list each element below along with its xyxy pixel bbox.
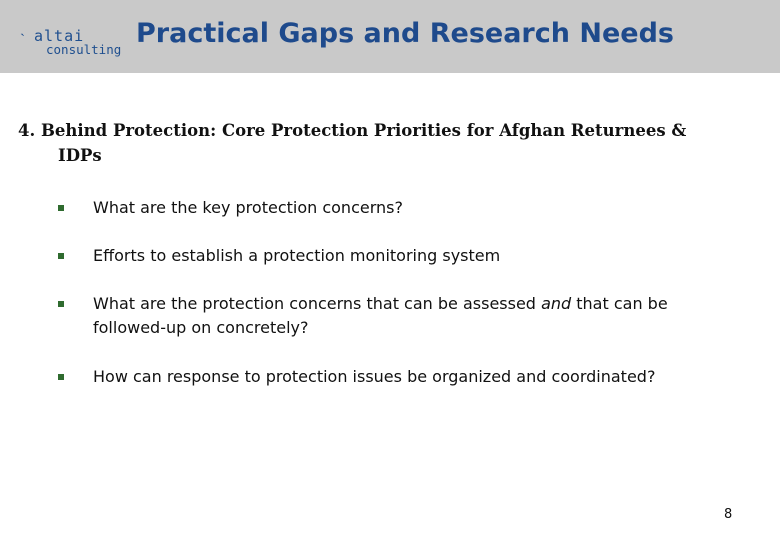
bullet-text-part: that can be xyxy=(576,294,668,313)
bullet-text: How can response to protection issues be organized and coordinated? xyxy=(93,367,656,386)
bullet-text-part: What are the protection concerns that can be assessed xyxy=(93,294,536,313)
bullet-item xyxy=(58,292,748,340)
page-number: 8 xyxy=(724,507,733,522)
square-bullet-icon xyxy=(58,301,64,307)
square-bullet-icon xyxy=(58,253,64,259)
square-bullet-icon xyxy=(58,374,64,380)
bullet-item xyxy=(58,244,748,268)
logo-text-altai: altai xyxy=(34,27,85,45)
square-bullet-icon xyxy=(58,205,64,211)
altai-consulting-logo xyxy=(16,24,126,60)
slide-header xyxy=(0,0,780,73)
bullet-text: Efforts to establish a protection monitoring system xyxy=(93,246,501,265)
bullet-item xyxy=(58,196,748,220)
bullet-text xyxy=(93,292,743,340)
section-heading xyxy=(18,118,758,168)
section-heading-line2: IDPs xyxy=(58,146,102,165)
bullet-text-italic: and xyxy=(541,294,572,313)
logo-mark-icon: ˋ xyxy=(20,30,25,48)
slide-title: Practical Gaps and Research Needs xyxy=(136,18,674,49)
section-heading-line1: 4. Behind Protection: Core Protection Priorities for Afghan Returnees & xyxy=(18,121,687,140)
bullet-text-line2: followed-up on concretely? xyxy=(93,318,309,337)
logo-text-consulting: consulting xyxy=(46,42,122,57)
bullet-item xyxy=(58,365,748,389)
bullet-text: What are the key protection concerns? xyxy=(93,198,403,217)
